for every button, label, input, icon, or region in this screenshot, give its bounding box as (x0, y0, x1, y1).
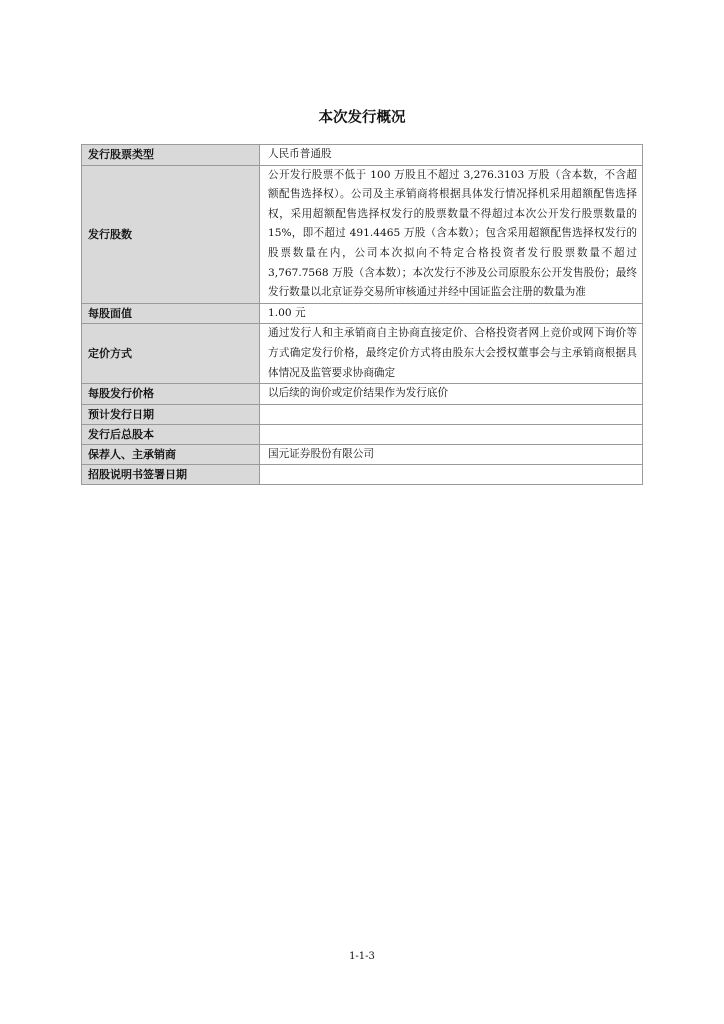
table-row (82, 145, 643, 166)
row-value: 国元证券股份有限公司 (260, 444, 643, 465)
table-row (82, 324, 643, 384)
document-title: 本次发行概况 (318, 110, 406, 126)
row-label: 发行股票类型 (82, 145, 260, 166)
row-label: 招股说明书签署日期 (82, 465, 260, 485)
offering-summary-table (81, 144, 643, 485)
table-row (82, 303, 643, 324)
row-label: 每股发行价格 (82, 384, 260, 405)
table-row (82, 165, 643, 303)
table-row (82, 424, 643, 444)
row-value: 1.00 元 (260, 303, 643, 324)
row-value (260, 404, 643, 424)
page-number: 1-1-3 (349, 951, 375, 962)
row-value (260, 424, 643, 444)
row-label: 发行股数 (82, 165, 260, 303)
table-row (82, 404, 643, 424)
row-value (260, 465, 643, 485)
row-value: 人民币普通股 (260, 145, 643, 166)
row-label: 每股面值 (82, 303, 260, 324)
row-label: 发行后总股本 (82, 424, 260, 444)
row-value: 公开发行股票不低于 100 万股且不超过 3,276.3103 万股（含本数，不含超额配售选择权）。公司及主承销商将根据具体发行情况择机采用超额配售选择权，采用超额配售选择权发行的股票数量不得超过本次公开发行股票数量的 15%，即不超过 491.4465 万股（含本数）；包含采用超额配售选择权发行的股票数量在内，公司本次拟向不特定合格投资者发行股票数量不超过 3,767.7568 万股（含本数）；本次发行不涉及公司原股东公开发售股份；最终发行数量以北京证券交易所审核通过并经中国证监会注册的数量为准 (260, 165, 643, 303)
table-row (82, 384, 643, 405)
row-value: 通过发行人和主承销商自主协商直接定价、合格投资者网上竞价或网下询价等方式确定发行价格，最终定价方式将由股东大会授权董事会与主承销商根据具体情况及监管要求协商确定 (260, 324, 643, 384)
table-row (82, 444, 643, 465)
row-label: 预计发行日期 (82, 404, 260, 424)
table-row (82, 465, 643, 485)
row-label: 保荐人、主承销商 (82, 444, 260, 465)
row-value: 以后续的询价或定价结果作为发行底价 (260, 384, 643, 405)
row-label: 定价方式 (82, 324, 260, 384)
